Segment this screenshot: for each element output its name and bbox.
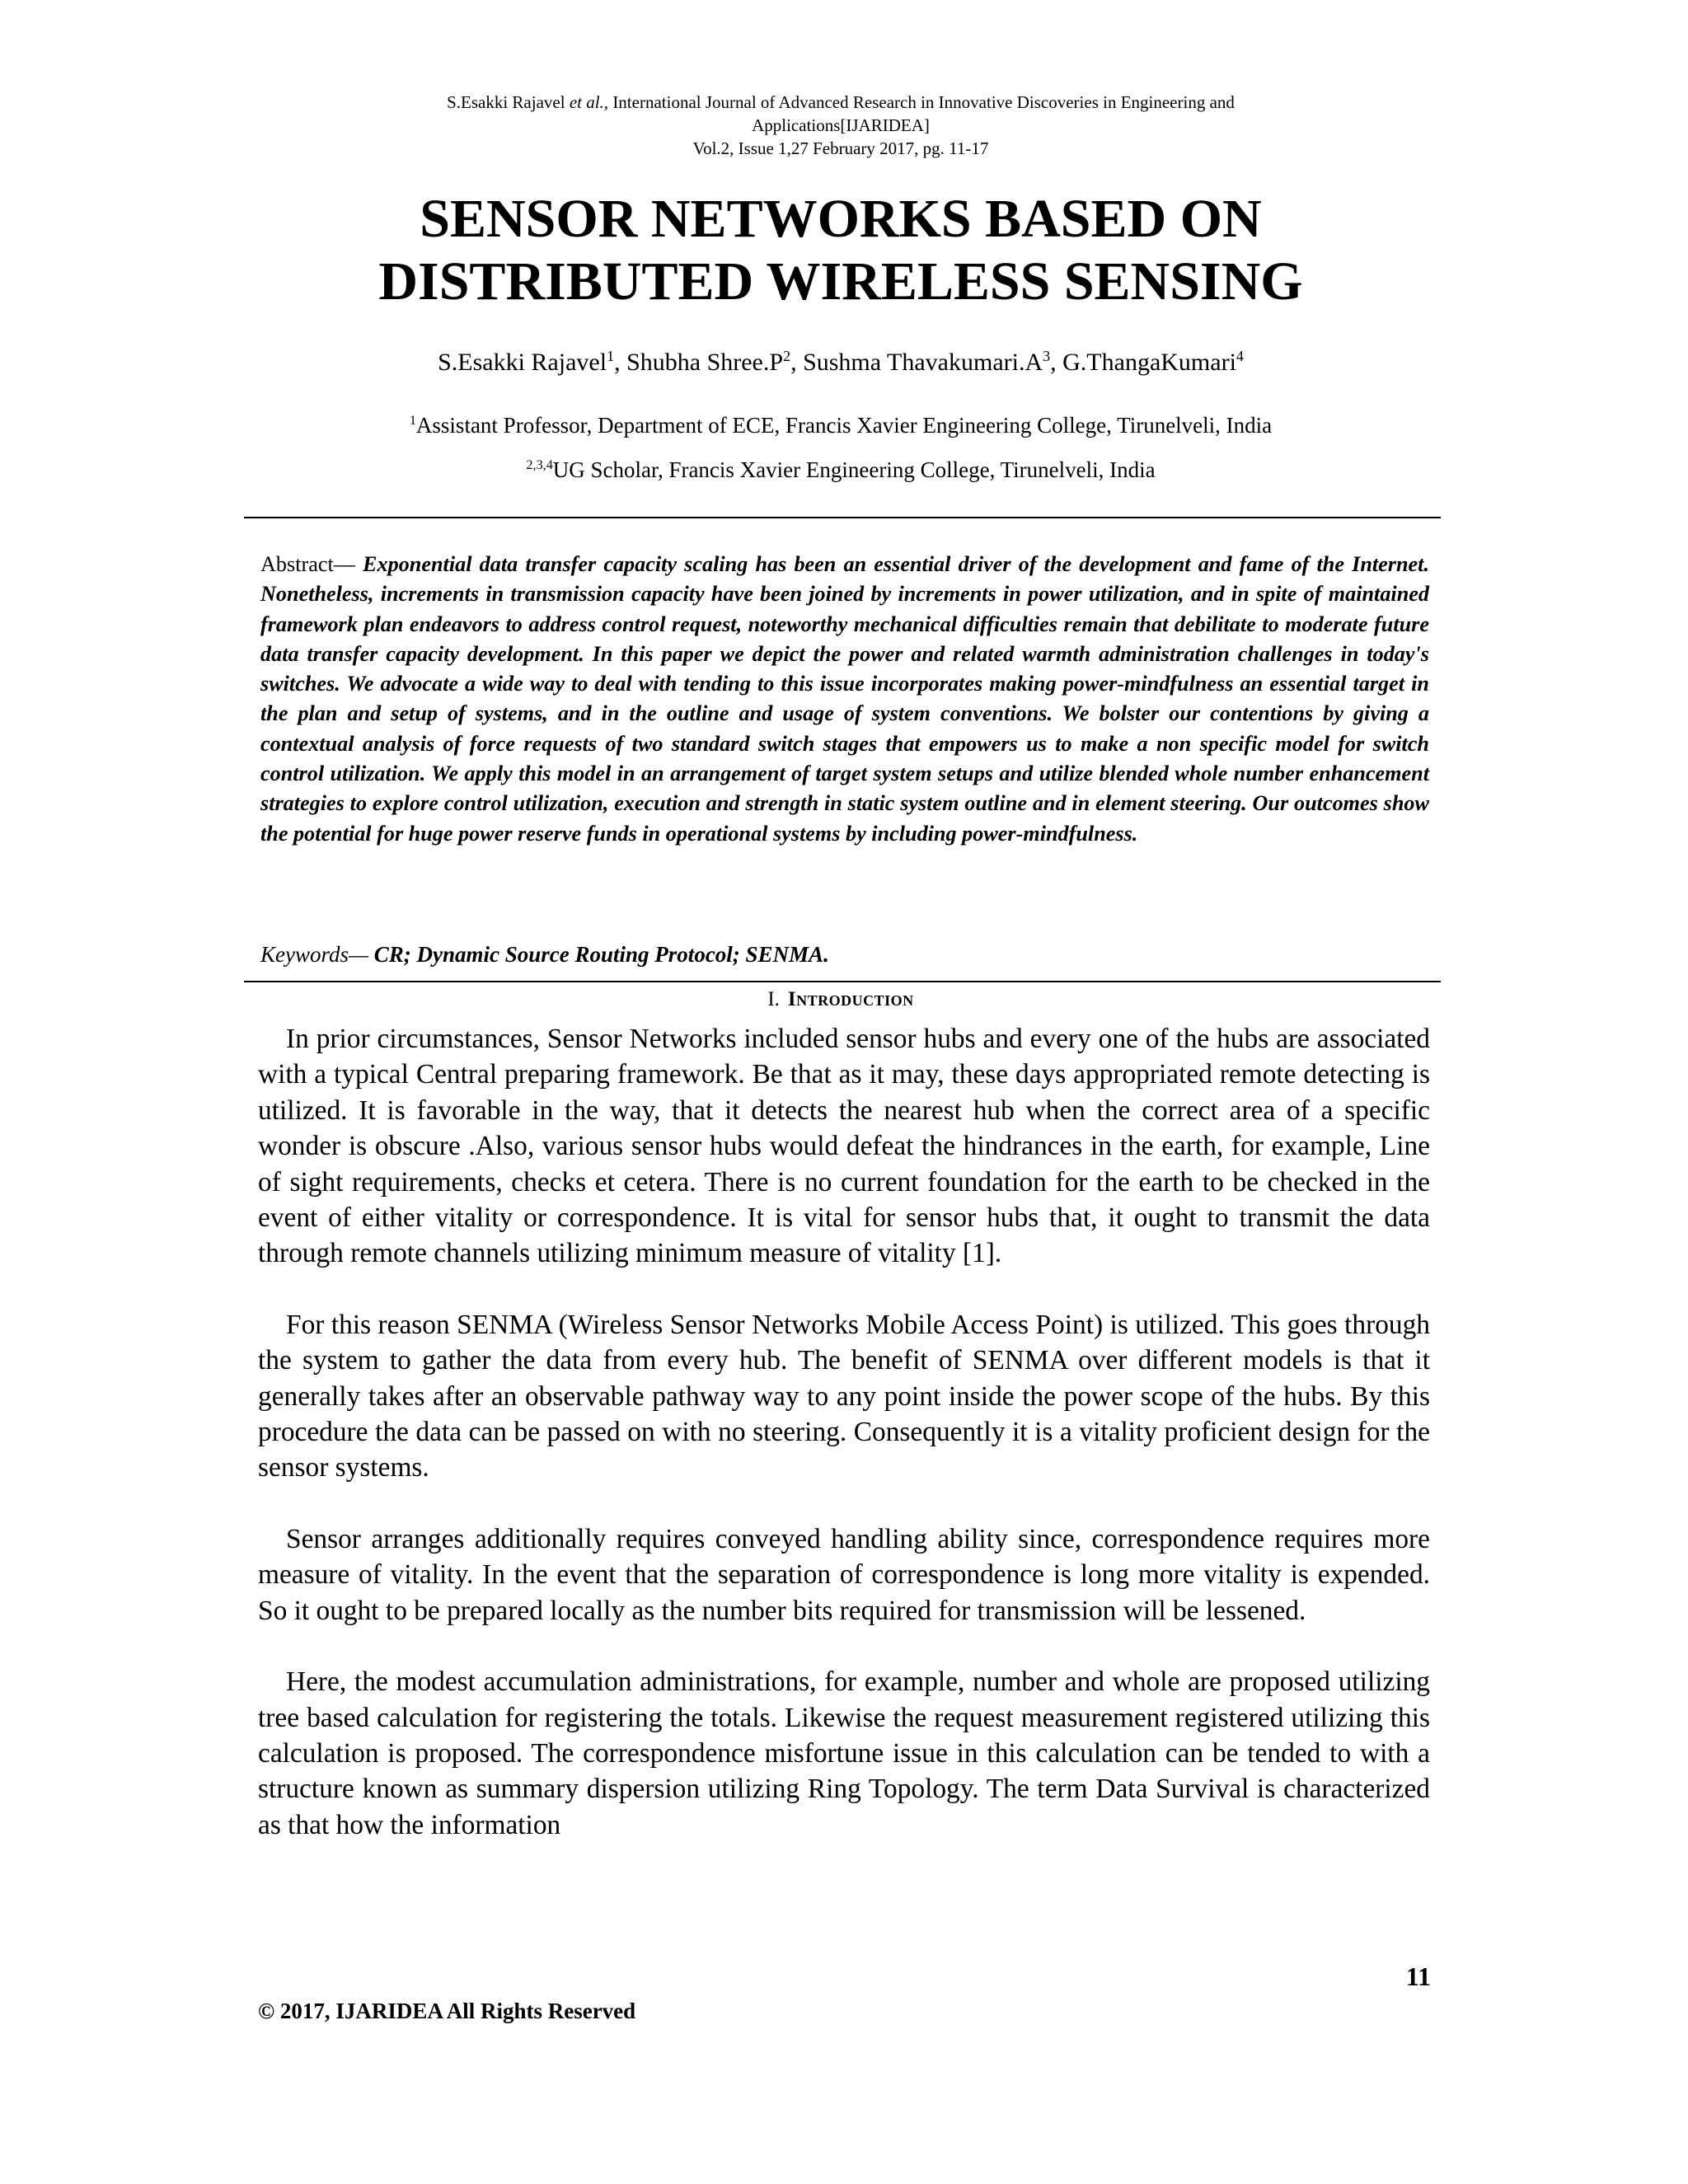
author-sup: 3	[1043, 348, 1051, 364]
section-number: I.	[767, 988, 780, 1010]
running-head-line-3: Vol.2, Issue 1,27 February 2017, pg. 11-17	[692, 138, 989, 158]
body-text	[258, 1021, 1430, 1878]
running-head-line-2: Applications[IJARIDEA]	[752, 115, 930, 135]
paragraph: Here, the modest accumulation administrations, for example, number and whole are proposed utilizing tree based calculation for registering the totals. Likewise the request measurement registered utilizing this calculation is proposed. The correspondence misfortune issue in this calculation can be tended to with a structure known as summary dispersion utilizing Ring Topology. The term Data Survival is characterized as that how the information	[258, 1666, 1430, 1840]
affiliation-2: $^{2,3,4}$UG Scholar, Francis Xavier Engineering College, Tirunelveli, India	[526, 457, 1156, 482]
author-sup: 1	[607, 348, 615, 364]
page-number: 11	[1405, 1961, 1431, 1991]
author-list: S.Esakki Rajavel$^1$, Shubha $Shree.P^2$, Sushma $Thavakumari.A^3$, G.ThangaKumari$^4$	[438, 348, 1244, 376]
author-name: Sushma Thavakumari.A	[803, 349, 1043, 376]
divider-middle	[244, 981, 1441, 982]
paragraph: Sensor arranges additionally requires conveyed handling ability since, correspondence requires more measure of vitality. In the event that the separation of correspondence is long more vitality is expended. So it ought to be prepared locally as the number bits required for transmission will be lessened.	[258, 1523, 1430, 1626]
abstract	[260, 550, 1429, 849]
paper-title-line-2: DISTRIBUTED WIRELESS SENSING	[378, 251, 1303, 312]
keywords	[260, 940, 1429, 969]
section-name: Introduction	[787, 988, 914, 1010]
copyright-footer: © 2017, IJARIDEA All Rights Reserved	[258, 1999, 636, 2023]
author-name: Shubha Shree.P	[626, 349, 784, 376]
affiliation-1: $^1$Assistant Professor, Department of ECE, Francis Xavier Engineering College, Tirunelveli, India	[409, 413, 1273, 438]
keywords-body: CR; Dynamic Source Routing Protocol; SENMA.	[368, 942, 829, 967]
author-name: G.ThangaKumari	[1062, 349, 1236, 376]
keywords-label: Keywords—	[260, 942, 369, 967]
section-heading	[165, 987, 1517, 1013]
paragraph: In prior circumstances, Sensor Networks included sensor hubs and every one of the hubs are associated with a typical Central preparing framework. Be that as it may, these days appropriated remote detecting is utilized. It is favorable in the way, that it detects the nearest hub when the correct area of a specific wonder is obscure .Also, various sensor hubs would defeat the hindrances in the earth, for example, Line of sight requirements, checks et cetera. There is no current foundation for the earth to be checked in the event of either vitality or correspondence. It is vital for sensor hubs that, it ought to transmit the data through remote channels utilizing minimum measure of vitality [1].	[258, 1024, 1430, 1269]
paper-title	[165, 188, 1517, 313]
et-al: et al.,	[569, 92, 609, 112]
paragraph: For this reason SENMA (Wireless Sensor Networks Mobile Access Point) is utilized. This goes through the system to gather the data from every hub. The benefit of SENMA over different models is that it generally takes after an observable pathway way to any point inside the power scope of the hubs. By this procedure the data can be passed on with no steering. Consequently it is a vitality proficient design for the sensor systems.	[258, 1309, 1430, 1483]
running-head-line-1: S.Esakki Rajavel et al., International Journal of Advanced Research in Innovative Discoveries in Engineering and	[447, 92, 1235, 112]
running-head	[247, 91, 1434, 160]
author-sup: 4	[1236, 348, 1244, 364]
abstract-body: Exponential data transfer capacity scaling has been an essential driver of the development and fame of the Internet. Nonetheless, increments in transmission capacity have been joined by increments in power utilization, and in spite of maintained framework plan endeavors to address control request, noteworthy mechanical difficulties remain that debilitate to moderate future data transfer capacity development. In this paper we depict the power and related warmth administration challenges in today's switches. We advocate a wide way to deal with tending to this issue incorporates making power-mindfulness an essential target in the plan and setup of systems, and in the outline and usage of system conventions. We bolster our contentions by giving a contextual analysis of force requests of two standard switch stages that empowers us to make a non specific model for switch control utilization. We apply this model in an arrangement of target system setups and utilize blended whole number enhancement strategies to explore control utilization, execution and strength in static system outline and in element steering. Our outcomes show the potential for huge power reserve funds in operational systems by including power-mindfulness.	[260, 552, 1429, 846]
abstract-label: Abstract—	[260, 552, 355, 576]
paper-title-line-1: SENSOR NETWORKS BASED ON	[420, 189, 1262, 249]
divider-top	[244, 517, 1441, 518]
author-sup: 2	[783, 348, 791, 364]
author-name: S.Esakki Rajavel	[438, 349, 607, 376]
